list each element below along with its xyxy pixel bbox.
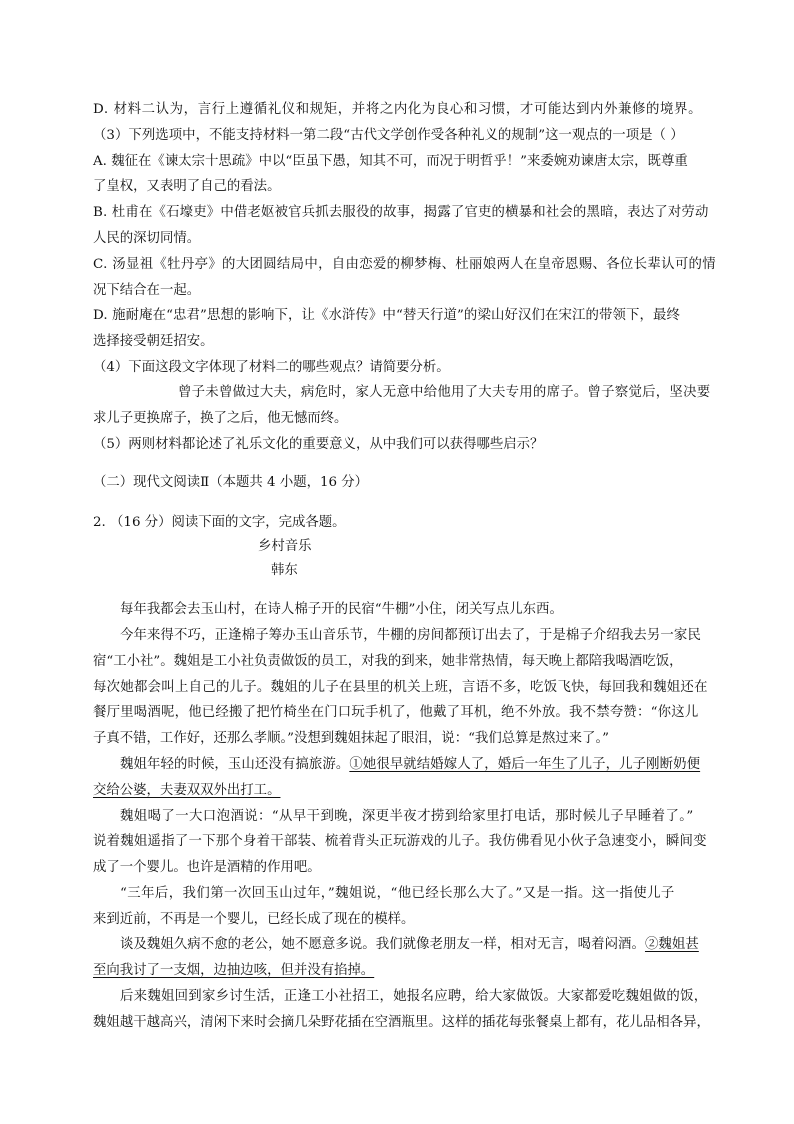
paragraph-line: 魏姐越干越高兴，清闲下来时会摘几朵野花插在空酒瓶里。这样的插花每张餐桌上都有，花儿品相各异，	[93, 1015, 710, 1030]
option-c: C. 汤显祖《牡丹亭》的大团圆结局中，自由恋爱的柳梦梅、杜丽娘两人在皇帝恩赐、各位长辈认可的情	[93, 257, 716, 272]
option-a: A. 魏征在《谏太宗十思疏》中以“臣虽下愚，知其不可，而况于明哲乎！”来委婉劝谏唐太宗，既尊重	[93, 154, 688, 169]
text-line: D. 材料二认为，言行上遵循礼仪和规矩，并将之内化为良心和习惯，才可能达到内外兼修的境界。	[93, 102, 703, 117]
underlined-sentence-1-cont: 交给公婆，夫妻双双外出打工。	[93, 783, 281, 798]
option-c-cont: 况下结合在一起。	[93, 283, 201, 298]
option-b: B. 杜甫在《石壕吏》中借老妪被官兵抓去服役的故事，揭露了官吏的横暴和社会的黑暗，表达了对劳动	[93, 205, 709, 220]
paragraph-line: 每年我都会去玉山村，在诗人棉子开的民宿“牛棚”小住，闭关写点儿东西。	[120, 602, 563, 617]
paragraph-line: 来到近前，不再是一个婴儿，已经长成了现在的模样。	[93, 912, 415, 927]
option-d-cont: 选择接受朝廷招安。	[93, 334, 214, 349]
question-4: （4）下面这段文字体现了材料二的哪些观点？请简要分析。	[93, 360, 450, 375]
plain-text: 魏姐年轻的时候，玉山还没有搞旅游。	[120, 757, 350, 772]
question-2-stem: 2. （16 分）阅读下面的文字，完成各题。	[93, 515, 346, 530]
paragraph-line: 子真不错，工作好，还那么孝顺。”没想到魏姐抹起了眼泪，说：“我们总算是熬过来了。”	[93, 731, 609, 746]
paragraph-line	[120, 758, 700, 771]
underlined-sentence-1: ①她很早就结婚嫁人了，婚后一年生了儿子，儿子刚断奶便	[349, 757, 701, 772]
paragraph-line: 宿“工小社”。魏姐是工小社负责做饭的员工，对我的到来，她非常热情，每天晚上都陪我喝酒吃饭，	[93, 654, 683, 669]
paragraph-line: 魏姐喝了一大口泡酒说：“从早干到晚，深更半夜才捞到给家里打电话，那时候儿子早睡着了。”	[120, 809, 694, 824]
quoted-passage: 曾子未曾做过大夫，病危时，家人无意中给他用了大夫专用的席子。曾子察觉后，坚决要	[178, 385, 711, 400]
option-b-cont: 人民的深切同情。	[93, 231, 201, 246]
question-5: （5）两则材料都论述了礼乐文化的重要意义，从中我们可以获得哪些启示？	[93, 437, 544, 452]
paragraph-line: 今年来得不巧，正逢棉子筹办玉山音乐节，牛棚的房间都预订出去了，于是棉子介绍我去另一家民	[120, 628, 701, 643]
underlined-sentence-2: ②魏姐甚	[644, 937, 699, 952]
plain-text: 谈及魏姐久病不愈的老公，她不愿意多说。我们就像老朋友一样，相对无言，喝着闷酒。	[120, 937, 645, 952]
quoted-passage-cont: 求儿子更换席子，换了之后，他无憾而终。	[93, 411, 348, 426]
article-author: 韩东	[271, 563, 298, 578]
paragraph-line: 餐厅里喝酒呢，他已经搬了把竹椅坐在门口玩手机了，他戴了耳机，绝不外放。我不禁夸赞：“你这儿	[93, 705, 699, 720]
article-title: 乡村音乐	[258, 539, 312, 554]
underlined-sentence-2-cont: 至向我讨了一支烟，边抽边咳，但并没有掐掉。	[93, 963, 375, 978]
section-heading: （二）现代文阅读Ⅱ（本题共 4 小题，16 分）	[93, 475, 369, 490]
paragraph-line	[120, 938, 699, 951]
paragraph-line: 说着魏姐遥指了一下那个身着干部装、梳着背头正玩游戏的儿子。我仿佛看见小伙子急速变小，瞬间变	[93, 834, 707, 849]
paragraph-line: “三年后，我们第一次回玉山过年，”魏姐说，“他已经长那么大了。”又是一指。这一指使儿子	[120, 886, 675, 901]
option-d: D. 施耐庵在“忠君”思想的影响下，让《水浒传》中“替天行道”的梁山好汉们在宋江的带领下，最终	[93, 308, 680, 323]
question-stem: （3）下列选项中，不能支持材料一第二段“古代文学创作受各种礼义的规制”这一观点的一项是（ ）	[93, 128, 684, 143]
paragraph-line: 每次她都会叫上自己的儿子。魏姐的儿子在县里的机关上班，言语不多，吃饭飞快，每回我和魏姐还在	[93, 680, 708, 695]
option-a-cont: 了皇权，又表明了自己的看法。	[93, 179, 281, 194]
paragraph-line: 后来魏姐回到家乡讨生活，正逢工小社招工，她报名应聘，给大家做饭。大家都爱吃魏姐做的饭，	[120, 989, 708, 1004]
paragraph-line: 成了一个婴儿。也许是酒精的作用吧。	[93, 860, 321, 875]
